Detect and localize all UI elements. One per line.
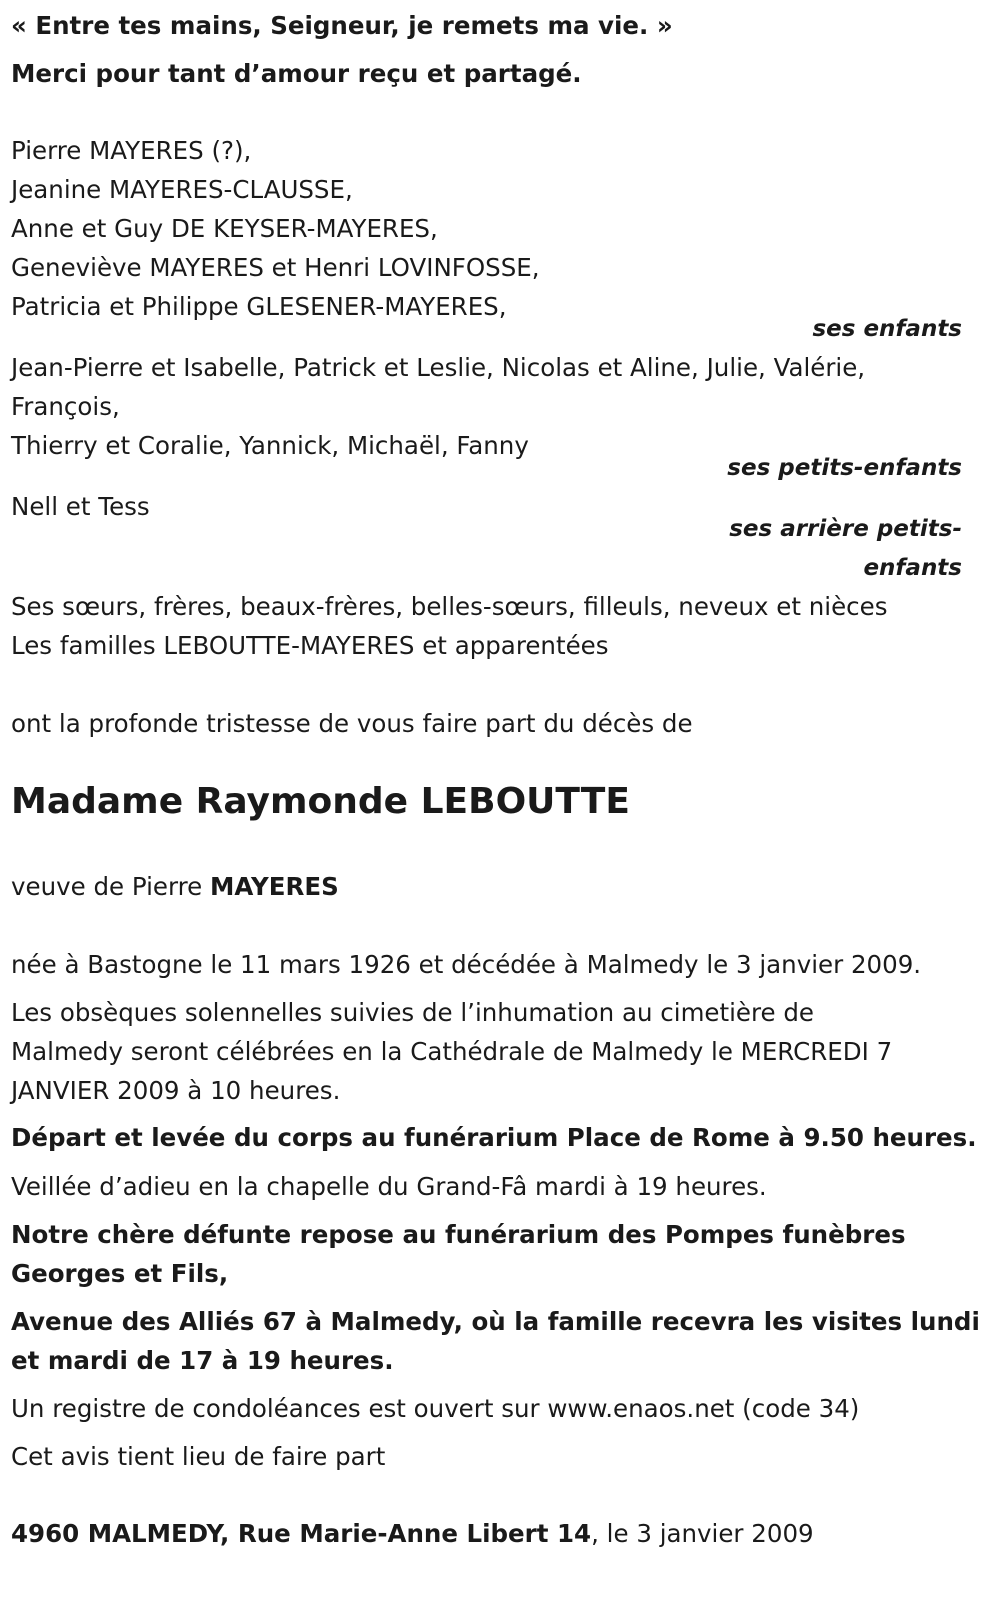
grandchild-line: François, bbox=[11, 392, 120, 421]
address-date: , le 3 janvier 2009 bbox=[591, 1519, 814, 1548]
widow-line bbox=[11, 867, 339, 907]
grandchild-line: Jean-Pierre et Isabelle, Patrick et Leslie, Nicolas et Aline, Julie, Valérie, bbox=[11, 353, 866, 382]
vigil-line: Veillée d’adieu en la chapelle du Grand-Fâ mardi à 19 heures. bbox=[11, 1172, 767, 1201]
repose-line: Notre chère défunte repose au funérarium des Pompes funèbres bbox=[11, 1220, 906, 1249]
address: 4960 MALMEDY, Rue Marie-Anne Libert 14 bbox=[11, 1519, 592, 1548]
visits-line: et mardi de 17 à 19 heures. bbox=[11, 1346, 394, 1375]
child-line: Anne et Guy DE KEYSER-MAYERES, bbox=[11, 214, 438, 243]
relatives-line: Ses sœurs, frères, beaux-frères, belles-sœurs, filleuls, neveux et nièces bbox=[11, 592, 888, 621]
child-line: Pierre MAYERES (?), bbox=[11, 136, 252, 165]
great-grandchildren-line: Nell et Tess bbox=[11, 492, 150, 521]
child-line: Jeanine MAYERES-CLAUSSE, bbox=[11, 175, 353, 204]
address-line bbox=[11, 1514, 814, 1554]
great-grandchildren-label: ses arrière petits- bbox=[729, 516, 962, 542]
funeral-line: Malmedy seront célébrées en la Cathédrale de Malmedy le MERCREDI 7 bbox=[11, 1037, 893, 1066]
great-grandchildren-label-cont: enfants bbox=[863, 555, 962, 581]
deceased-name: Madame Raymonde LEBOUTTE bbox=[11, 781, 630, 822]
widow-name: MAYERES bbox=[210, 872, 339, 901]
funeral-line: JANVIER 2009 à 10 heures. bbox=[11, 1076, 341, 1105]
child-line: Patricia et Philippe GLESENER-MAYERES, bbox=[11, 292, 507, 321]
birth-death: née à Bastogne le 11 mars 1926 et décédée à Malmedy le 3 janvier 2009. bbox=[11, 950, 922, 979]
thanks-line: Merci pour tant d’amour reçu et partagé. bbox=[11, 59, 582, 88]
repose-line: Georges et Fils, bbox=[11, 1259, 229, 1288]
child-line: Geneviève MAYERES et Henri LOVINFOSSE, bbox=[11, 253, 540, 282]
announcement: ont la profonde tristesse de vous faire part du décès de bbox=[11, 709, 693, 738]
widow-prefix: veuve de Pierre bbox=[11, 872, 211, 901]
quote: « Entre tes mains, Seigneur, je remets ma vie. » bbox=[11, 11, 673, 40]
children-label: ses enfants bbox=[812, 316, 962, 342]
register-line: Un registre de condoléances est ouvert sur www.enaos.net (code 34) bbox=[11, 1394, 860, 1423]
grandchildren-label: ses petits-enfants bbox=[727, 455, 962, 481]
notice-line: Cet avis tient lieu de faire part bbox=[11, 1442, 386, 1471]
visits-line: Avenue des Alliés 67 à Malmedy, où la famille recevra les visites lundi bbox=[11, 1307, 980, 1336]
grandchild-line: Thierry et Coralie, Yannick, Michaël, Fanny bbox=[11, 431, 529, 460]
departure-line: Départ et levée du corps au funérarium Place de Rome à 9.50 heures. bbox=[11, 1123, 977, 1152]
relatives-line: Les familles LEBOUTTE-MAYERES et apparentées bbox=[11, 631, 609, 660]
funeral-line: Les obsèques solennelles suivies de l’inhumation au cimetière de bbox=[11, 998, 815, 1027]
